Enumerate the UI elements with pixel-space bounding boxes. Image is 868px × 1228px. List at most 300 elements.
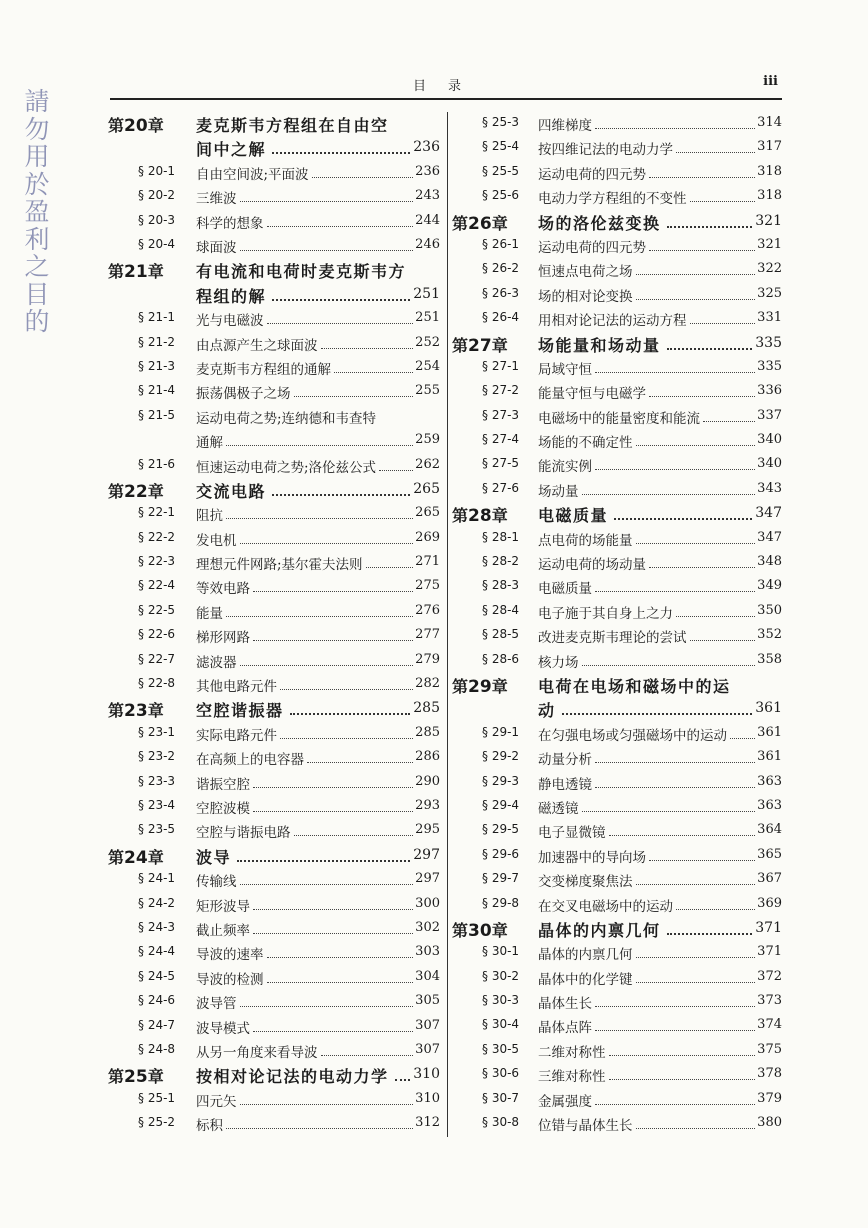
toc-section-entry <box>452 1112 782 1136</box>
section-number: § 28-2 <box>482 554 520 569</box>
chapter-title: 空腔谐振器 <box>196 701 284 721</box>
section-title: 磁透镜 <box>538 800 579 817</box>
page-number: 340 <box>757 456 782 472</box>
chapter-title: 场的洛伦兹变换 <box>538 213 661 233</box>
chapter-prefix: 第 <box>452 676 469 696</box>
section-title-line <box>538 480 782 500</box>
dot-leader <box>253 773 413 788</box>
toc-section-entry <box>108 356 440 380</box>
chapter-number: 21 <box>124 262 148 283</box>
section-title: 通解 <box>196 435 223 452</box>
toc-section-entry <box>108 332 440 356</box>
toc-chapter-entry <box>108 478 440 502</box>
section-title-line <box>196 236 440 256</box>
section-number: § 29-8 <box>482 895 520 910</box>
chapter-suffix: 章 <box>491 506 508 526</box>
chapter-suffix: 章 <box>491 676 508 696</box>
page-number: 255 <box>415 383 440 399</box>
dot-leader <box>395 1064 411 1081</box>
section-title: 矩形波导 <box>196 898 250 915</box>
section-title: 改进麦克斯韦理论的尝试 <box>538 630 687 647</box>
section-title: 核力场 <box>538 654 579 671</box>
section-title: 场的相对论变换 <box>538 288 633 305</box>
section-title: 晶体点阵 <box>538 1020 592 1037</box>
section-title-line <box>196 431 440 451</box>
section-title: 场动量 <box>538 483 579 500</box>
section-title-line <box>538 943 782 963</box>
toc-section-entry <box>452 600 782 624</box>
dot-leader <box>609 1041 756 1056</box>
chapter-title: 按相对论记法的电动力学 <box>196 1067 389 1087</box>
section-title-line <box>196 212 440 232</box>
dot-leader <box>240 187 414 202</box>
section-title-line <box>196 602 440 622</box>
section-title-line <box>196 821 440 841</box>
chapter-suffix: 章 <box>491 335 508 355</box>
page-header <box>110 72 782 96</box>
chapter-title: 电磁质量 <box>538 506 609 526</box>
section-title: 空腔波模 <box>196 800 250 817</box>
section-title-line <box>538 309 782 329</box>
toc-section-entry <box>108 405 440 454</box>
section-title: 球面波 <box>196 239 237 256</box>
section-number: § 30-7 <box>482 1090 520 1105</box>
dot-leader <box>595 773 755 788</box>
dot-leader <box>649 382 755 397</box>
section-title: 恒速点电荷之场 <box>538 264 633 281</box>
section-title: 理想元件网路;基尔霍夫法则 <box>196 557 363 574</box>
section-number: § 21-1 <box>138 310 176 325</box>
section-title-line <box>196 675 440 695</box>
section-title-line <box>538 553 782 573</box>
chapter-title-line <box>196 137 440 160</box>
page-number: 251 <box>415 310 440 326</box>
section-number: § 25-6 <box>482 188 520 203</box>
dot-leader <box>595 1090 755 1105</box>
section-title: 等效电路 <box>196 581 250 598</box>
section-title: 空腔与谐振电路 <box>196 825 291 842</box>
dot-leader <box>636 870 756 885</box>
section-number: § 21-6 <box>138 456 176 471</box>
dot-leader <box>667 333 753 350</box>
chapter-suffix: 章 <box>147 701 164 721</box>
section-title-line <box>196 651 440 671</box>
page-number: 310 <box>415 1090 440 1106</box>
section-title-line <box>196 163 440 183</box>
section-title-line <box>538 138 782 158</box>
section-title: 由点源产生之球面波 <box>196 337 318 354</box>
toc-section-entry <box>452 527 782 551</box>
dot-leader <box>312 163 414 178</box>
toc-chapter-entry <box>108 258 440 307</box>
chapter-prefix: 第 <box>108 116 125 135</box>
section-title-line <box>538 358 782 378</box>
page-number: 251 <box>413 285 440 302</box>
section-number: § 22-7 <box>138 651 176 666</box>
section-title-line <box>538 1041 782 1061</box>
section-title: 电磁质量 <box>538 581 592 598</box>
section-title: 加速器中的导向场 <box>538 849 646 866</box>
page-number: 371 <box>755 919 782 936</box>
page-number: iii <box>763 74 778 89</box>
section-title: 静电透镜 <box>538 776 592 793</box>
dot-leader <box>667 918 753 935</box>
section-number: § 25-5 <box>482 163 520 178</box>
section-title: 波导模式 <box>196 1020 250 1037</box>
section-number: § 30-1 <box>482 944 520 959</box>
page-number: 365 <box>757 846 782 862</box>
toc-chapter-entry <box>452 673 782 722</box>
chapter-suffix: 章 <box>147 262 164 282</box>
section-number: § 24-2 <box>138 895 176 910</box>
header-rule <box>110 98 782 100</box>
toc-section-entry <box>452 453 782 477</box>
section-title-line <box>196 895 440 915</box>
toc-section-entry <box>108 649 440 673</box>
chapter-title: 波导 <box>196 847 232 867</box>
section-title-line <box>538 797 782 817</box>
page-number: 369 <box>757 895 782 911</box>
page-number: 358 <box>757 651 782 667</box>
dot-leader <box>649 163 755 178</box>
toc-chapter-entry <box>452 210 782 234</box>
page-number: 361 <box>755 700 782 717</box>
toc-section-entry <box>452 551 782 575</box>
dot-leader <box>676 602 755 617</box>
dot-leader <box>253 895 413 910</box>
section-title-line <box>196 748 440 768</box>
section-number: § 22-3 <box>138 554 176 569</box>
toc-section-entry <box>108 893 440 917</box>
page-number: 307 <box>415 1041 440 1057</box>
section-number: § 30-3 <box>482 993 520 1008</box>
page-number: 236 <box>415 163 440 179</box>
section-number: § 27-4 <box>482 432 520 447</box>
section-title: 科学的想象 <box>196 215 264 232</box>
section-title: 按四维记法的电动力学 <box>538 142 673 159</box>
page-number: 282 <box>415 676 440 692</box>
page-number: 276 <box>415 602 440 618</box>
section-number: § 25-1 <box>138 1090 176 1105</box>
toc-section-entry <box>108 941 440 965</box>
chapter-title-line <box>538 674 782 697</box>
section-number: § 28-6 <box>482 651 520 666</box>
section-number: § 27-2 <box>482 383 520 398</box>
section-title-line <box>196 407 440 427</box>
section-title-line <box>538 1114 782 1134</box>
toc-section-entry <box>108 746 440 770</box>
dot-leader <box>272 284 410 301</box>
toc-section-entry <box>108 527 440 551</box>
toc-section-entry <box>452 868 782 892</box>
section-number: § 24-4 <box>138 944 176 959</box>
section-title-line <box>196 1041 440 1061</box>
dot-leader <box>280 724 413 739</box>
dot-leader <box>690 309 756 324</box>
section-title: 局域守恒 <box>538 361 592 378</box>
dot-leader <box>240 651 414 666</box>
section-title-line <box>196 870 440 890</box>
section-number: § 22-5 <box>138 602 176 617</box>
dot-leader <box>321 1041 414 1056</box>
section-title-line <box>538 846 782 866</box>
section-title: 导波的检测 <box>196 971 264 988</box>
toc-section-entry <box>108 722 440 746</box>
section-title: 点电荷的场能量 <box>538 532 633 549</box>
page-number: 375 <box>757 1041 782 1057</box>
section-number: § 28-3 <box>482 578 520 593</box>
chapter-title-line <box>538 698 782 721</box>
page-number: 295 <box>415 822 440 838</box>
page-number: 259 <box>415 432 440 448</box>
toc-section-entry <box>108 624 440 648</box>
section-number: § 22-8 <box>138 676 176 691</box>
section-title: 运动电荷的四元势 <box>538 166 646 183</box>
chapter-suffix: 章 <box>147 847 164 867</box>
page-number: 290 <box>415 773 440 789</box>
section-title-line <box>196 1090 440 1110</box>
dot-leader <box>240 529 414 544</box>
dot-leader <box>253 797 413 812</box>
dot-leader <box>226 431 413 446</box>
section-number: § 30-4 <box>482 1017 520 1032</box>
page-number: 371 <box>757 944 782 960</box>
chapter-prefix: 第 <box>452 920 469 940</box>
toc-section-entry <box>452 429 782 453</box>
section-title: 四元矢 <box>196 1093 237 1110</box>
section-number: § 21-5 <box>138 407 176 422</box>
section-title: 阻抗 <box>196 508 223 525</box>
toc-section-entry <box>108 966 440 990</box>
section-number: § 24-1 <box>138 871 176 886</box>
page-number: 312 <box>415 1115 440 1131</box>
toc-section-entry <box>452 771 782 795</box>
chapter-suffix: 章 <box>491 213 508 233</box>
section-number: § 30-8 <box>482 1115 520 1130</box>
chapter-label <box>108 259 164 282</box>
toc-chapter-entry <box>452 917 782 941</box>
chapter-title-line <box>538 918 782 941</box>
page-number: 314 <box>757 115 782 130</box>
chapter-title-line <box>196 698 440 721</box>
chapter-label <box>452 674 508 697</box>
section-title: 用相对论记法的运动方程 <box>538 313 687 330</box>
section-title: 二维对称性 <box>538 1044 606 1061</box>
toc-section-entry <box>452 746 782 770</box>
dot-leader <box>595 1016 755 1031</box>
section-title-line <box>196 992 440 1012</box>
section-title-line <box>538 431 782 451</box>
dot-leader <box>253 577 413 592</box>
page-number: 236 <box>413 139 440 156</box>
section-number: § 23-2 <box>138 749 176 764</box>
section-title: 从另一角度来看导波 <box>196 1044 318 1061</box>
dot-leader <box>226 602 413 617</box>
section-title: 四维梯度 <box>538 118 592 134</box>
page-number: 318 <box>757 163 782 179</box>
chapter-number: 30 <box>468 920 492 941</box>
section-number: § 23-4 <box>138 797 176 812</box>
section-number: § 21-2 <box>138 334 176 349</box>
toc-section-entry <box>452 819 782 843</box>
page-number: 361 <box>757 749 782 765</box>
dot-leader <box>636 943 756 958</box>
section-title: 金属强度 <box>538 1093 592 1110</box>
toc-section-entry <box>108 673 440 697</box>
section-number: § 22-1 <box>138 505 176 520</box>
dot-leader <box>240 1090 414 1105</box>
chapter-prefix: 第 <box>108 1067 125 1087</box>
section-number: § 22-6 <box>138 627 176 642</box>
section-number: § 25-4 <box>482 139 520 154</box>
page-number: 243 <box>415 188 440 204</box>
chapter-title-line <box>196 259 440 282</box>
section-title-line <box>538 529 782 549</box>
section-number: § 26-2 <box>482 261 520 276</box>
toc-chapter-entry <box>108 112 440 161</box>
page-number: 318 <box>757 188 782 204</box>
page-number: 275 <box>415 578 440 594</box>
toc-section-entry <box>452 356 782 380</box>
section-title-line <box>538 187 782 207</box>
section-number: § 30-6 <box>482 1066 520 1081</box>
chapter-title: 晶体的内禀几何 <box>538 920 661 940</box>
section-title-line <box>196 577 440 597</box>
section-title-line <box>538 163 782 183</box>
page-number: 379 <box>757 1090 782 1106</box>
chapter-number: 28 <box>468 506 492 527</box>
section-title-line <box>538 651 782 671</box>
section-number: § 29-5 <box>482 822 520 837</box>
chapter-number: 27 <box>468 335 492 356</box>
page-number: 262 <box>415 456 440 472</box>
toc-section-entry <box>452 624 782 648</box>
section-number: § 20-3 <box>138 212 176 227</box>
dot-leader <box>253 919 413 934</box>
section-title: 能流实例 <box>538 459 592 476</box>
toc-section-entry <box>452 283 782 307</box>
dot-leader <box>334 358 413 373</box>
section-title: 三维对称性 <box>538 1069 606 1086</box>
section-title-line <box>538 114 782 134</box>
chapter-title-line <box>196 284 440 307</box>
section-title: 能量守恒与电磁学 <box>538 386 646 403</box>
section-title-line <box>196 187 440 207</box>
section-title-line <box>538 773 782 793</box>
section-title-line <box>538 895 782 915</box>
chapter-prefix: 第 <box>452 213 469 233</box>
section-number: § 29-7 <box>482 871 520 886</box>
dot-leader <box>595 455 755 470</box>
toc-section-entry <box>452 941 782 965</box>
dot-leader <box>272 137 410 154</box>
chapter-number: 20 <box>124 116 148 136</box>
toc-section-entry <box>108 1088 440 1112</box>
section-number: § 29-3 <box>482 773 520 788</box>
chapter-label <box>452 503 508 526</box>
page-number: 305 <box>415 993 440 1009</box>
chapter-label <box>108 479 164 502</box>
section-number: § 26-3 <box>482 285 520 300</box>
section-number: § 24-6 <box>138 993 176 1008</box>
chapter-title: 有电流和电荷时麦克斯韦方 <box>196 262 407 282</box>
chapter-prefix: 第 <box>108 847 125 867</box>
section-number: § 28-4 <box>482 602 520 617</box>
dot-leader <box>379 456 413 471</box>
chapter-title: 电荷在电场和磁场中的运 <box>538 676 731 696</box>
section-title: 光与电磁波 <box>196 313 264 330</box>
toc-section-entry <box>452 1014 782 1038</box>
chapter-label <box>108 698 164 721</box>
toc-section-entry <box>452 1063 782 1087</box>
chapter-suffix: 章 <box>147 481 164 501</box>
dot-leader <box>595 577 755 592</box>
section-number: § 27-3 <box>482 407 520 422</box>
section-title: 运动电荷的四元势 <box>538 239 646 256</box>
section-title-line <box>196 1017 440 1037</box>
section-number: § 23-5 <box>138 822 176 837</box>
toc-section-entry <box>108 990 440 1014</box>
watermark: 請 勿 用 於 盈 利 之 目 的 <box>24 87 50 336</box>
dot-leader <box>614 503 752 520</box>
section-title: 在匀强电场或匀强磁场中的运动 <box>538 727 727 744</box>
section-title-line <box>538 1090 782 1110</box>
section-title: 截止频率 <box>196 922 250 939</box>
page-number: 297 <box>415 871 440 887</box>
section-number: § 20-2 <box>138 188 176 203</box>
chapter-title: 程组的解 <box>196 286 267 306</box>
dot-leader <box>272 479 410 496</box>
chapter-label <box>452 918 508 941</box>
section-title-line <box>196 382 440 402</box>
section-title: 电子施于其自身上之力 <box>538 605 673 622</box>
dot-leader <box>294 382 414 397</box>
chapter-suffix: 章 <box>147 1067 164 1087</box>
dot-leader <box>226 1114 413 1129</box>
chapter-title-line <box>196 845 440 868</box>
toc-section-entry <box>108 1039 440 1063</box>
toc-chapter-entry <box>452 332 782 356</box>
toc-section-entry <box>452 478 782 502</box>
section-title-line <box>196 309 440 329</box>
section-title-line <box>538 626 782 646</box>
page-number: 378 <box>757 1066 782 1082</box>
toc-section-entry <box>108 161 440 185</box>
toc-section-entry <box>108 868 440 892</box>
toc-section-entry <box>452 1088 782 1112</box>
page-number: 285 <box>415 724 440 740</box>
section-title: 交变梯度聚焦法 <box>538 874 633 891</box>
page-number: 335 <box>757 358 782 374</box>
dot-leader <box>676 895 755 910</box>
section-title-line <box>196 626 440 646</box>
toc-section-entry <box>108 185 440 209</box>
page-number: 363 <box>757 797 782 813</box>
section-number: § 29-2 <box>482 749 520 764</box>
section-number: § 27-5 <box>482 456 520 471</box>
dot-leader <box>595 114 755 129</box>
dot-leader <box>267 943 414 958</box>
section-number: § 30-2 <box>482 968 520 983</box>
dot-leader <box>636 529 756 544</box>
toc-chapter-entry <box>452 502 782 526</box>
section-title-line <box>538 602 782 622</box>
section-title-line <box>196 1114 440 1134</box>
toc-section-entry <box>108 600 440 624</box>
section-number: § 29-6 <box>482 846 520 861</box>
section-title-line <box>538 748 782 768</box>
section-title-line <box>196 358 440 378</box>
